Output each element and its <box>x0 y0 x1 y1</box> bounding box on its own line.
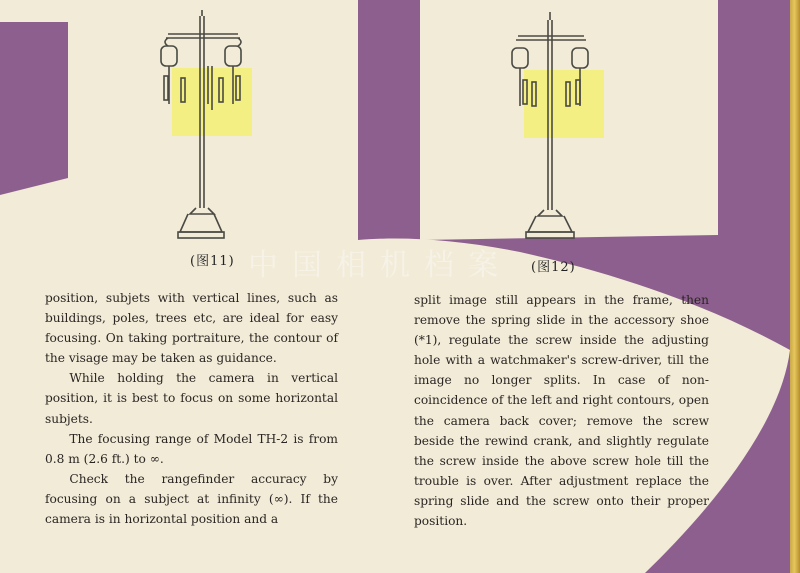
right-text-column <box>414 290 709 531</box>
book-spine-edge <box>790 0 800 573</box>
purple-wedge-left <box>0 22 68 195</box>
left-paragraph-3: The focusing range of Model TH-2 is from 0.8 m (2.6 ft.) to ∞. <box>45 431 338 466</box>
right-paragraph-1: split image still appears in the frame, then remove the spring slide in the accessory shoe (*1), regulate the screw inside the adjusting hole with a watchmaker's screw-driver, till the image no longer splits. In case of non-coincidence of the left and right contours, open the camera back cover; remove the screw beside the rewind crank, and slightly regulate the screw inside the above screw hole till the trouble is over. After adjustment replace the spring slide and the screw onto their proper position. <box>414 293 709 529</box>
watermark-text: 中国相机档案 <box>248 248 512 283</box>
left-text-column <box>45 288 338 529</box>
left-paragraph-4: Check the rangefinder accuracy by focusing on a subject at infinity (∞). If the camera is in horizontal position and a <box>45 471 338 527</box>
figure-12-caption: (图12) <box>531 260 576 275</box>
lamp-post-figure-11 <box>161 10 252 238</box>
left-paragraph-1: position, subjets with vertical lines, such as buildings, poles, trees etc, are ideal for easy focusing. On taking portraiture, the contour of the visage may be taken as guidance. <box>45 291 338 366</box>
left-paragraph-2: While holding the camera in vertical position, it is best to focus on some horizontal subjets. <box>45 371 338 426</box>
figure-11-caption: (图11) <box>190 254 235 269</box>
